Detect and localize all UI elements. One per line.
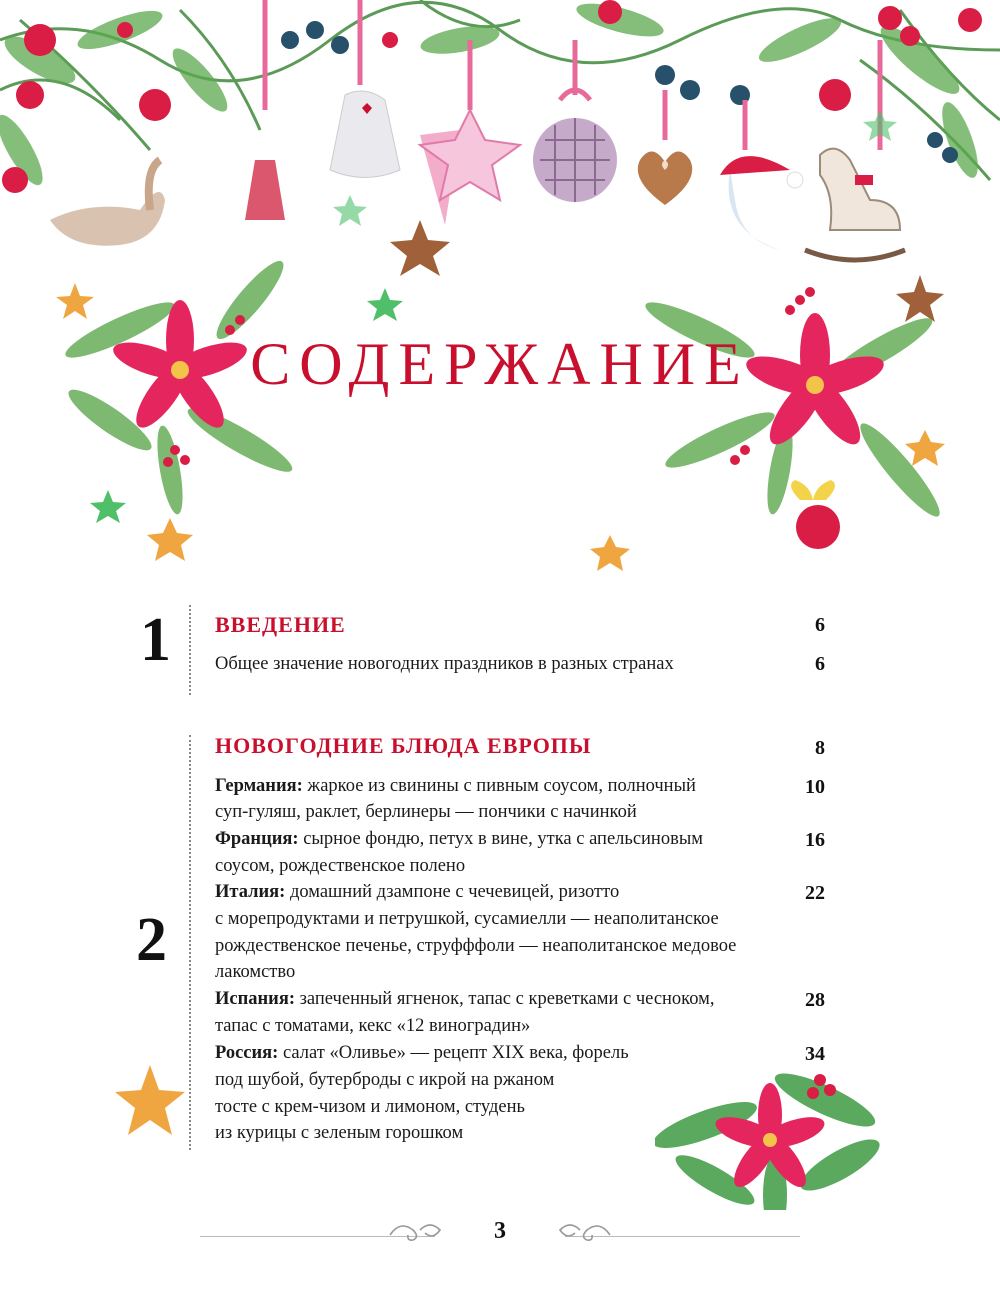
toc-entry-continuation: лакомство bbox=[215, 962, 296, 982]
toc-entry-text: домашний дзампоне с чечевицей, ризотто bbox=[285, 882, 620, 902]
toc-entry-continuation: с морепродуктами и петрушкой, сусамиелли — неаполитанское bbox=[215, 909, 719, 929]
toc-entry bbox=[215, 989, 714, 1010]
section-heading-page: 8 bbox=[815, 737, 825, 759]
country-name: Испания: bbox=[215, 989, 295, 1009]
toc-entry-continuation: тапас с томатами, кекс «12 виноградин» bbox=[215, 1016, 531, 1036]
toc-entry-continuation: соусом, рождественское полено bbox=[215, 856, 466, 876]
toc-entry-text: жаркое из свинины с пивным соусом, полночный bbox=[302, 776, 696, 796]
toc-entry-page: 10 bbox=[805, 776, 825, 798]
toc-entry: Общее значение новогодних праздников в разных странах bbox=[215, 654, 674, 674]
red-bauble-icon bbox=[791, 480, 840, 549]
toc-entry bbox=[215, 829, 703, 850]
disco-ball-ornament-icon bbox=[533, 90, 617, 202]
toc-entry-continuation: из курицы с зеленым горошком bbox=[215, 1123, 464, 1143]
toc-entry-continuation: тосте с крем-чизом и лимоном, студень bbox=[215, 1097, 525, 1117]
toc-entry-continuation: рождественское печенье, струфффоли — неаполитанское медовое bbox=[215, 936, 737, 956]
section-number: 2 bbox=[136, 906, 167, 974]
toc-entry bbox=[215, 776, 696, 797]
angel-ornament-icon bbox=[330, 91, 400, 178]
country-name: Германия: bbox=[215, 776, 303, 796]
toc-entry bbox=[215, 882, 619, 903]
gingerbread-heart-icon bbox=[638, 151, 692, 205]
bell-ornament-icon bbox=[245, 160, 285, 220]
toc-entry bbox=[215, 1043, 629, 1064]
page-number: 3 bbox=[494, 1218, 506, 1244]
toc-entry-page: 28 bbox=[805, 989, 825, 1011]
toc-entry-page: 34 bbox=[805, 1043, 825, 1065]
section-heading: НОВОГОДНИЕ БЛЮДА ЕВРОПЫ bbox=[215, 733, 592, 758]
flourish-left-icon bbox=[385, 1215, 445, 1245]
toc-entry-page: 6 bbox=[815, 653, 825, 675]
country-name: Франция: bbox=[215, 829, 299, 849]
toc-entry-continuation: суп-гуляш, раклет, берлинеры — пончики с начинкой bbox=[215, 802, 637, 822]
rocking-horse-icon bbox=[805, 149, 905, 260]
poinsettia-bottom-icon bbox=[655, 1055, 885, 1210]
swan-ornament-icon bbox=[50, 160, 165, 246]
poinsettia-right-icon bbox=[641, 287, 948, 549]
gold-star-icon bbox=[110, 1060, 190, 1140]
page-title: СОДЕРЖАНИЕ bbox=[250, 331, 750, 397]
toc-entry-text: салат «Оливье» — рецепт XIX века, форель bbox=[278, 1043, 629, 1063]
toc-entry-text: сырное фондю, петух в вине, утка с апельсиновым bbox=[298, 829, 703, 849]
section-heading-page: 6 bbox=[815, 614, 825, 636]
toc-entry-continuation: под шубой, бутерброды с икрой на ржаном bbox=[215, 1070, 555, 1090]
toc-entry-text: запеченный ягненок, тапас с креветками с чесноком, bbox=[295, 989, 715, 1009]
flourish-right-icon bbox=[555, 1215, 615, 1245]
santa-moon-icon bbox=[720, 156, 803, 250]
country-name: Италия: bbox=[215, 882, 286, 902]
section-number: 1 bbox=[140, 606, 171, 674]
section-divider bbox=[189, 605, 191, 695]
christmas-garland-decoration bbox=[0, 0, 1000, 600]
toc-entry-page: 16 bbox=[805, 829, 825, 851]
section-heading: ВВЕДЕНИЕ bbox=[215, 612, 346, 637]
country-name: Россия: bbox=[215, 1043, 279, 1063]
toc-entry-page: 22 bbox=[805, 882, 825, 904]
